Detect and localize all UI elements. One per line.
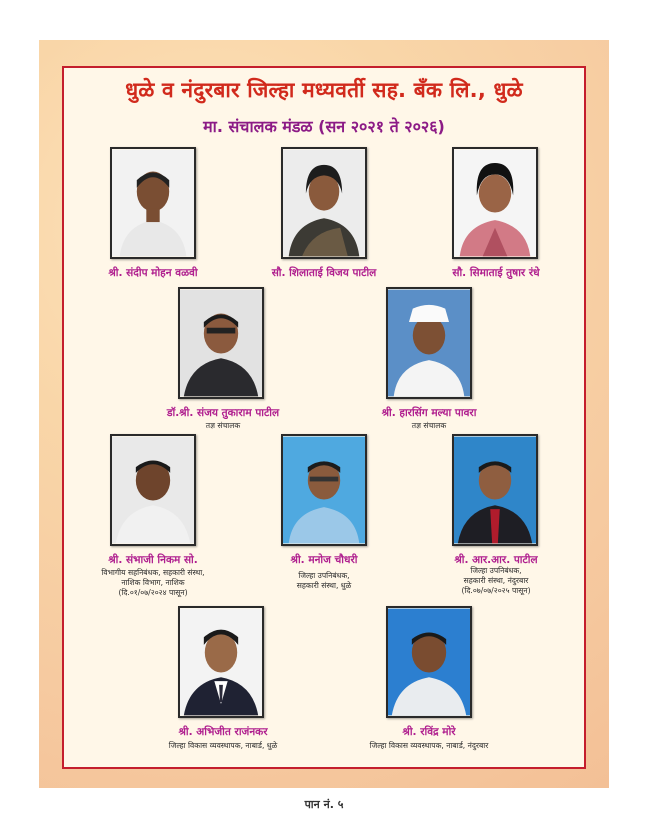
member-photo-2 — [281, 147, 367, 259]
member-desc-8-line2: सहकारी संस्था, नंदुरबार — [463, 576, 529, 585]
member-desc-7-line1: जिल्हा उपनिबंधक, — [298, 571, 350, 580]
member-desc-6-line3: (दि.०१/०७/२०२४ पासून) — [118, 588, 188, 597]
member-photo-7 — [281, 434, 367, 546]
member-desc-9-line1: जिल्हा विकास व्यवस्थापक, नाबार्ड, धुळे — [168, 741, 278, 750]
member-desc-6-line2: नाशिक विभाग, नाशिक — [121, 578, 185, 587]
member-photo-10 — [386, 606, 472, 718]
member-desc-4-line1: तज्ञ संचालक — [205, 421, 241, 430]
member-photo-6 — [110, 434, 196, 546]
member-name-8: श्री. आर.आर. पाटील — [454, 554, 538, 566]
member-photo-9 — [178, 606, 264, 718]
member-name-3: सौ. सिमाताई तुषार रंधे — [452, 267, 540, 279]
member-desc-5-line1: तज्ञ संचालक — [411, 421, 447, 430]
member-name-2: सौ. शिलाताई विजय पाटील — [271, 267, 377, 279]
member-photo-5 — [386, 287, 472, 399]
member-desc-8-line3: (दि.०७/०७/२०२५ पासून) — [461, 586, 531, 595]
member-desc-6-line1: विभागीय सहनिबंधक, सहकारी संस्था, — [101, 568, 205, 577]
page-number: पान नं. ५ — [304, 798, 344, 811]
member-photo-3 — [452, 147, 538, 259]
member-name-5: श्री. हारसिंग मल्या पावरा — [381, 407, 477, 419]
member-name-7: श्री. मनोज चौधरी — [290, 554, 358, 566]
board-subtitle: मा. संचालक मंडळ (सन २०२१ ते २०२६) — [203, 117, 445, 136]
member-name-4: डॉ.श्री. संजय तुकाराम पाटील — [166, 407, 280, 419]
member-desc-10-line1: जिल्हा विकास व्यवस्थापक, नाबार्ड, नंदुरबार — [369, 741, 489, 750]
member-name-6: श्री. संभाजी निकम सो. — [108, 554, 198, 566]
bank-title: धुळे व नंदुरबार जिल्हा मध्यवर्ती सह. बँक लि., धुळे — [125, 78, 523, 102]
member-name-10: श्री. रविंद्र मोरे — [402, 726, 456, 738]
member-desc-7-line2: सहकारी संस्था, धुळे — [296, 581, 352, 590]
member-photo-8 — [452, 434, 538, 546]
member-desc-8-line1: जिल्हा उपनिबंधक, — [470, 566, 522, 575]
member-photo-1 — [110, 147, 196, 259]
member-name-1: श्री. संदीप मोहन वळवी — [108, 267, 198, 279]
member-photo-4 — [178, 287, 264, 399]
member-name-9: श्री. अभिजीत राजंनकर — [178, 726, 268, 738]
